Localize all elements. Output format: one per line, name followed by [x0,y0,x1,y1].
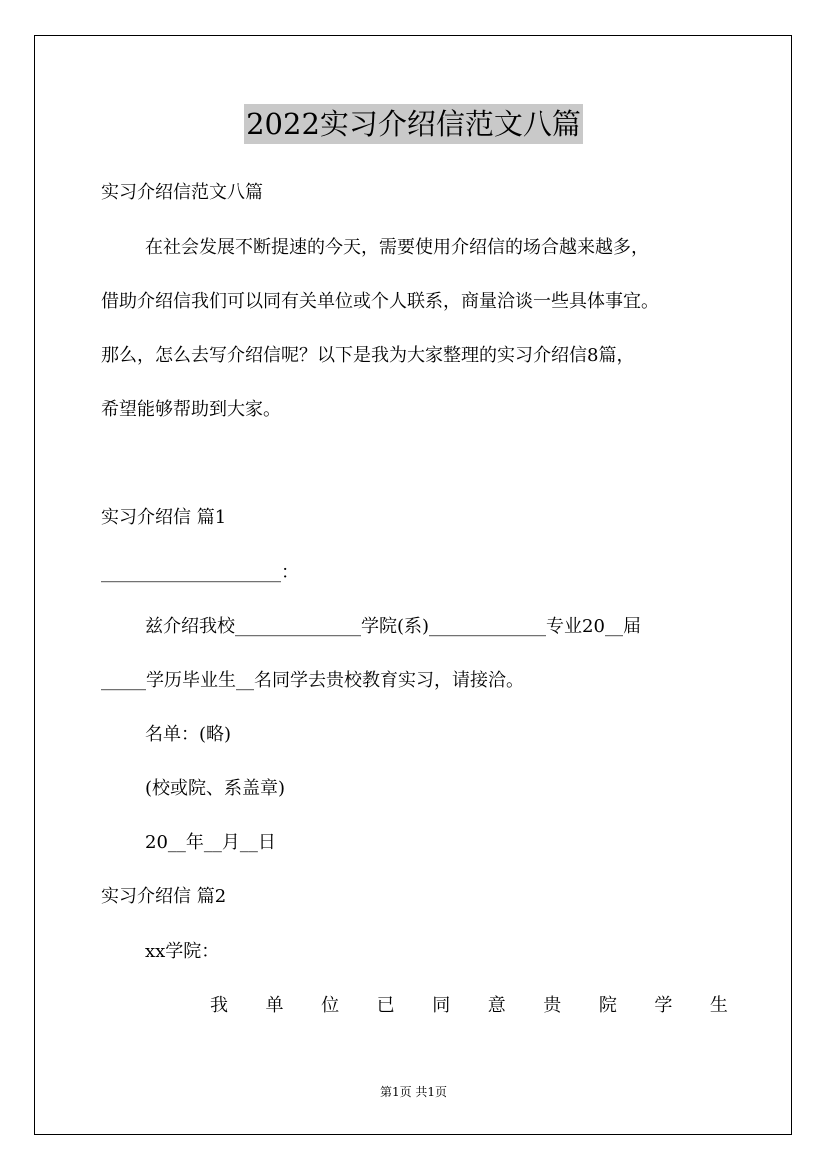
intro-line-1: 在社会发展不断提速的今天，需要使用介绍信的场合越来越多， [145,237,649,258]
name-list-line: 名单：(略) [145,724,232,745]
document-title-wrapper [0,104,827,144]
char: 位 [321,995,340,1016]
intro-line-4: 希望能够帮助到大家。 [101,399,281,420]
char: 生 [709,995,728,1016]
char: 意 [487,995,506,1016]
document-title: 2022实习介绍信范文八篇 [244,104,583,144]
char: 单 [265,995,284,1016]
page-footer: 第1页 共1页 [379,1085,448,1099]
char: 贵 [543,995,562,1016]
letter-body-line-1: 兹介绍我校______________学院(系)_____________专业20__届 [145,616,641,637]
justified-text-line [210,994,728,1018]
char: 我 [210,995,228,1016]
intro-line-2: 借助介绍信我们可以同有关单位或个人联系，商量洽谈一些具体事宜。 [101,291,659,312]
char: 院 [598,995,617,1016]
section-heading-2: 实习介绍信 篇2 [101,886,227,907]
section-heading-1: 实习介绍信 篇1 [101,507,227,528]
date-line: 20__年__月__日 [145,832,276,853]
subtitle: 实习介绍信范文八篇 [101,182,263,203]
char: 同 [432,995,451,1016]
char: 已 [376,995,395,1016]
seal-line: (校或院、系盖章) [145,778,286,799]
salutation-blank: ____________________： [101,562,299,583]
char: 学 [654,995,673,1016]
recipient-line: xx学院： [145,941,220,962]
intro-line-3: 那么，怎么去写介绍信呢？以下是我为大家整理的实习介绍信8篇， [101,345,635,366]
letter-body-line-2: _____学历毕业生__名同学去贵校教育实习，请接洽。 [101,670,524,691]
